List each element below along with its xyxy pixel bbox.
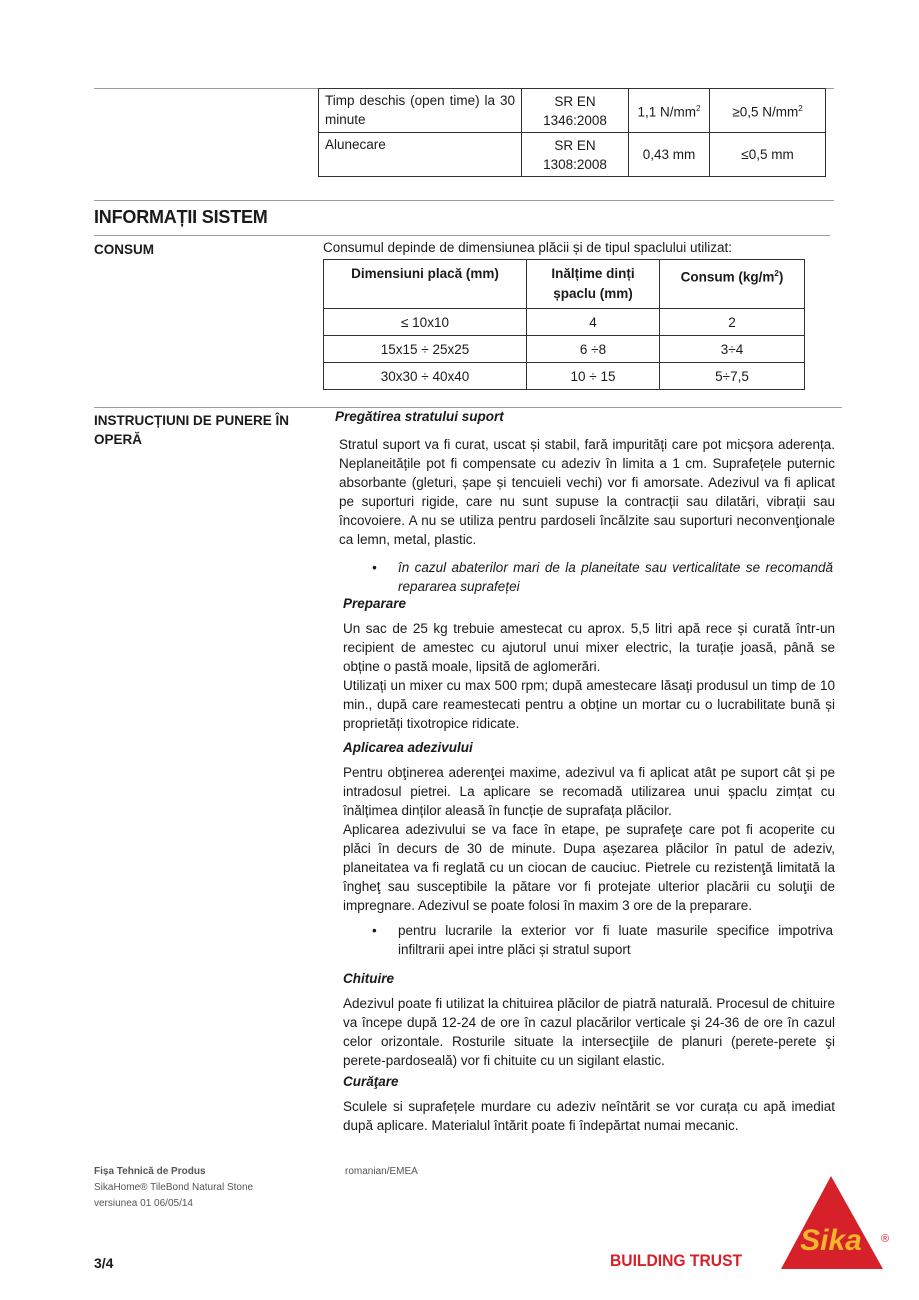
table-row <box>319 89 826 133</box>
table-cell: 6 ÷8 <box>527 336 660 363</box>
table-cell: 15x15 ÷ 25x25 <box>324 336 527 363</box>
section-rule <box>94 407 842 408</box>
table-cell: 4 <box>527 309 660 336</box>
version: versiunea 01 06/05/14 <box>94 1198 193 1209</box>
table-row <box>319 133 826 177</box>
table-cell: 3÷4 <box>660 336 805 363</box>
value-text: 1,1 N/mm <box>637 104 697 120</box>
property-cell: Timp deschis (open time) la 30 minute <box>319 89 522 133</box>
requirement-text: ≥0,5 N/mm <box>732 104 799 120</box>
requirement-cell: ≤0,5 mm <box>710 133 826 177</box>
bullet-icon: • <box>372 923 377 938</box>
table-cell: 2 <box>660 309 805 336</box>
subsection-title: Preparare <box>343 596 407 611</box>
column-header: Inălțime dinți șpaclu (mm) <box>527 260 660 309</box>
paragraph: Pentru obţinerea aderenţei maxime, adezivul va fi aplicat atât pe suport cât și pe intradosul pietrei. La aplicare se recomadă utilizarea unui șpaclu zimțat cu înălțimea dinților aleasă în funcție de suprafața plăcilor. <box>343 765 835 818</box>
paragraph: Sculele si suprafețele murdare cu adeziv neîntărit se vor curața cu apă imediat după aplicare. Materialul întărit poate fi îndepărtat numai mecanic. <box>343 1099 835 1133</box>
subsection-title: Aplicarea adezivului <box>343 740 473 755</box>
column-header <box>660 260 805 309</box>
property-cell: Alunecare <box>319 133 522 177</box>
column-header: Dimensiuni placă (mm) <box>324 260 527 309</box>
performance-table <box>318 88 826 177</box>
section-rule <box>94 235 830 236</box>
value-cell: 0,43 mm <box>629 133 710 177</box>
table-header-row <box>324 260 805 309</box>
registered-icon: ® <box>881 1233 890 1245</box>
subsection-title: Curăţare <box>343 1074 399 1089</box>
consum-intro: Consumul depinde de dimensiunea plăcii și de tipul spaclului utilizat: <box>323 240 732 255</box>
table-row <box>324 336 805 363</box>
superscript: 2 <box>696 104 701 114</box>
paragraph: Un sac de 25 kg trebuie amestecat cu aprox. 5,5 litri apă rece și curată într-un recipient de amestec cu ajutorul unui mixer electric, la turație joasă, până se obține o pastă moale, lipsită de aglomerări. <box>343 621 835 674</box>
standard-cell: SR EN 1308:2008 <box>522 133 629 177</box>
superscript: 2 <box>798 104 803 114</box>
instructions-label: INSTRUCȚIUNI DE PUNERE ÎN OPERĂ <box>94 413 290 447</box>
logo-text: Sika <box>800 1224 862 1257</box>
superscript: 2 <box>774 269 779 278</box>
table-cell: 5÷7,5 <box>660 363 805 390</box>
footer-info <box>94 1164 253 1212</box>
paragraph: Stratul suport va fi curat, uscat și stabil, fară impurități care pot micșora aderența. Neplaneitățile pot fi compensate cu adeziv în limita a 1 cm. Suprafețele puternic absorbante (gleturi, șape și tencuieli vechi) vor fi amorsate. Adezivul va fi aplicat pe suporturi rigide, care nu sunt supuse la contracții sau dilatări, vibrații sau încovoiere. A nu se utiliza pentru pardoseli încălzite sau suporturi neconvenţionale ca lemn, metal, plastic. <box>339 437 835 547</box>
product-name: SikaHome® TileBond Natural Stone <box>94 1182 254 1193</box>
slogan: BUILDING TRUST <box>610 1251 743 1270</box>
table-cell: 30x30 ÷ 40x40 <box>324 363 527 390</box>
paragraph: Adezivul poate fi utilizat la chituirea plăcilor de piatră naturală. Procesul de chituire va începe după 12-24 de ore în cazul placărilor verticale şi 24-36 de ore în cazul celor orizontale. Rosturile situate la intersecţiile de planuri (perete-perete şi perete-pardoseală) vor fi chituite cu un sigilant elastic. <box>343 996 835 1068</box>
table-row <box>324 363 805 390</box>
bullet-text: în cazul abaterilor mari de la planeitate sau verticalitate se recomandă repararea suprafeței <box>398 560 833 594</box>
standard-cell: SR EN 1346:2008 <box>522 89 629 133</box>
paragraph: Aplicarea adezivului se va face în etape, pe suprafeţe care pot fi acoperite cu plăci în decurs de 30 de minute. Dupa așezarea plăcilor în patul de adeziv, planeitatea va fi reglată cu un ciocan de cauciuc. Pietrele cu rezistenţă limitată la îngheţ sau susceptibile la pătare vor fi protejate ulterior placării cu soluţii de impregnare. Adezivul se poate folosi în maxim 3 ore de la preparare. <box>343 822 835 913</box>
paragraph: Utilizați un mixer cu max 500 rpm; după amestecare lăsați produsul un timp de 10 min., după care reamestecati pentru a obține un mortar cu o lucrabilitate bună și proprietăți tixotropice ridicate. <box>343 678 835 731</box>
table-cell: ≤ 10x10 <box>324 309 527 336</box>
header-text: ) <box>778 269 784 285</box>
subsection-title: Pregătirea stratului suport <box>335 409 504 424</box>
bullet-item <box>372 921 833 959</box>
bullet-icon: • <box>372 560 377 575</box>
table-cell: 10 ÷ 15 <box>527 363 660 390</box>
language: romanian/EMEA <box>345 1166 418 1177</box>
doc-type: Fișa Tehnică de Produs <box>94 1166 206 1177</box>
section-heading: INFORMAȚII SISTEM <box>94 207 268 227</box>
value-cell <box>629 89 710 133</box>
sika-logo <box>778 1172 890 1272</box>
section-rule <box>94 200 834 201</box>
consum-table <box>323 259 805 390</box>
page-number: 3/4 <box>94 1255 114 1271</box>
bullet-text: pentru lucrarile la exterior vor fi luate masurile specifice impotriva infiltrarii apei intre plăci și stratul suport <box>398 923 833 957</box>
subsection-title: Chituire <box>343 971 395 986</box>
header-text: Consum (kg/m <box>680 269 775 285</box>
requirement-cell <box>710 89 826 133</box>
table-row <box>324 309 805 336</box>
consum-label: CONSUM <box>94 242 154 257</box>
bullet-item <box>372 558 833 596</box>
